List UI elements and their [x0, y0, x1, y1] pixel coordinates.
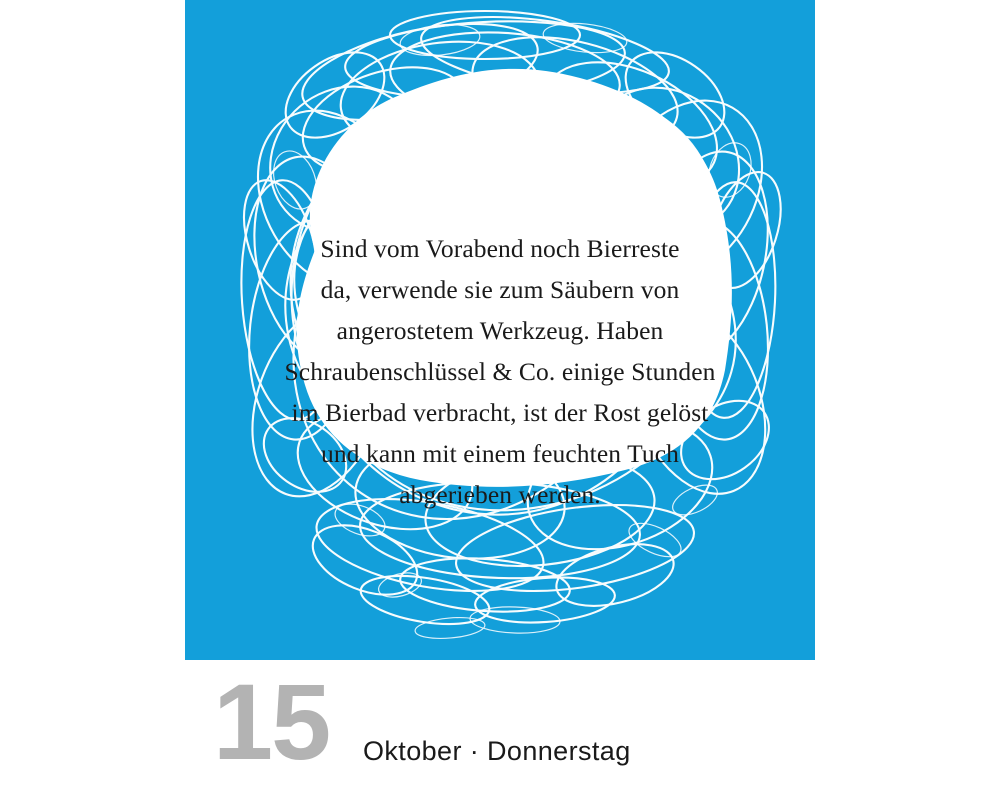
quote-text [215, 228, 785, 515]
quote-line: da, verwende sie zum Säubern von [320, 275, 680, 304]
quote-line: abgerieben werden. [399, 480, 601, 509]
date-label: Oktober · Donnerstag [363, 736, 631, 766]
day-number: 15 [213, 661, 330, 782]
quote-line: angerostetem Werkzeug. Haben [336, 316, 664, 345]
quote-line: im Bierbad verbracht, ist der Rost gelöst [291, 398, 709, 427]
calendar-sheet [185, 0, 815, 800]
blue-background-panel [185, 0, 815, 660]
quote-line: Sind vom Vorabend noch Bierreste [320, 234, 680, 263]
quote-line: Schraubenschlüssel & Co. einige Stunden [284, 357, 716, 386]
sheet-footer [185, 660, 815, 800]
quote-line: und kann mit einem feuchten Tuch [320, 439, 680, 468]
